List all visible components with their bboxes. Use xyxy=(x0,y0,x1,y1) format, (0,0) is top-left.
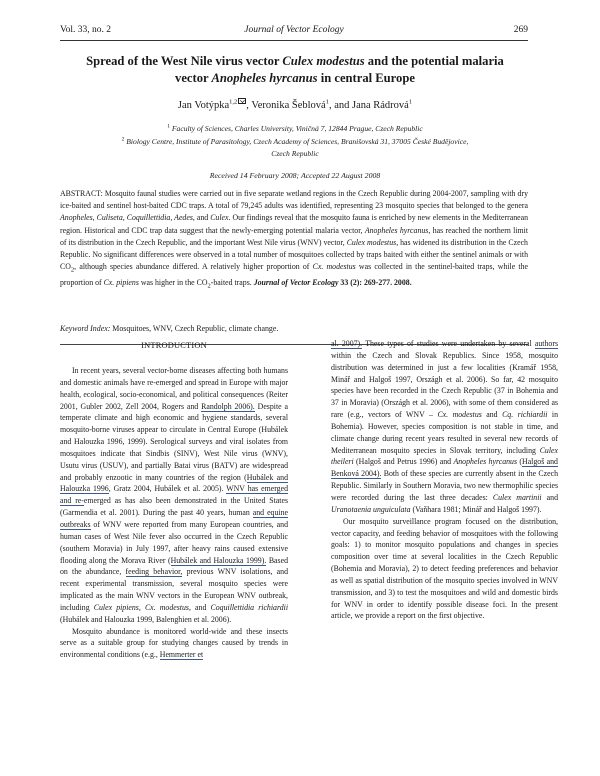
right-column xyxy=(331,338,558,622)
journal-name: Journal of Vector Ecology xyxy=(244,25,344,35)
affiliation-1: $^1$ Faculty of Sciences, Charles University, Viničná 7, 12844 Prague, Czech Republic xyxy=(167,123,423,133)
abstract: ABSTRACT: Mosquito faunal studies were carried out in five separate wetland regions in the Czech Republic during 2004-2007, sampling with dry ice-baited and sentinel host-baited CDC traps. A total of 79,245 adults was identified, representing 23 mosquito species that belonged to the genera Anopheles, Culiseta, Coquillettidia, Aedes, and Culex. Our findings reveal that the mosquito fauna is enriched by new elements in the Mediterranean region. Historical and CDC trap data suggest that the newly-emerging potential malaria vector, Anopheles hyrcanus, has reached the northern limit of its distribution in the Czech Republic, and the important West Nile virus (WNV) vector, Culex modestus, has widened its distribution in the Czech Republic. No significant differences were observed in a total number of mosquitoes collected by traps baited with either the sentinel animals or with $CO_2$, although species abundance differed. A relatively higher proportion of Cx. modestus was collected in the sentinel-baited traps, while the proportion of Cx. pipiens was higher in the $CO_2$-baited traps. Journal of Vector Ecology 33 (2): 269-277. 2008. xyxy=(60,189,529,290)
title-species-anopheles: Anopheles hyrcanus xyxy=(211,70,318,85)
article-title: Spread of the West Nile virus vector Culex modestus and the potential malaria vector Anopheles hyrcanus in central Europe xyxy=(86,54,504,85)
author-seblova: , Veronika Šeblová xyxy=(246,100,326,111)
keyword-label: Keyword Index: xyxy=(60,324,111,333)
annotation-link[interactable]: authors xyxy=(534,339,558,348)
citation: Journal of Vector Ecology 33 (2): 269-277. 2008. xyxy=(253,277,412,287)
affiliation-2-continued: Czech Republic xyxy=(271,149,319,158)
annotation-link[interactable]: and equine outbreaks xyxy=(60,508,288,529)
citation-link[interactable]: al. 2007). xyxy=(331,339,363,348)
received-accepted-dates: Received 14 February 2008; Accepted 22 August 2008 xyxy=(209,171,381,180)
annotation-link[interactable]: WNV has emerged and re- xyxy=(60,484,289,506)
keyword-index: Keyword Index: Mosquitoes, WNV, Czech Republic, climate change. xyxy=(60,324,279,333)
intro-paragraph-2-continued: al. 2007). These types of studies were undertaken by several authors within the Czech and Slovak Republics. Since 1958, mosquito distribution was determined in just a few localities (Kramář 1958, Minář and Halgoš 1997, Országh et al. 2006). So far, 42 mosquito species have been recorded in the Czech Republic (37 in Bohemia and 37 in Moravia) (Országh et al. 2006), with some of them considered as rare (e.g., vectors of WNV – Cx. modestus and Cq. richiardii in Bohemia). However, species composition is not stable in time, and climate change during recent years resulted in several new records of Mediterranean mosquito species in Slovak territory, including Culex theileri (Halgoš and Petrus 1996) and Anopheles hyrcanus (Halgoš and Benková 2004). Both of these species are currently absent in the Czech Republic. Similarly in Southern Moravia, two new thermophilic species were recorded during the last three decades: Culex martinii and Uranotaenia unguiculata (Vaňhara 1981; Minář and Halgoš 1997). xyxy=(331,339,559,514)
intro-paragraph-2: Mosquito abundance is monitored world-wide and these insects serve as a suitable group for studying changes caused by trends in environmental conditions (e.g., Hemmerter et xyxy=(60,626,288,660)
intro-paragraph-1: In recent years, several vector-borne diseases affecting both humans and domestic animals have re-emerged and spread in Europe with major health, ecological, socio-economical, and political consequences (Reiter 2001, Gubler 2002, Zell 2004, Rogers and Randolph 2006). Despite a temperate climate and high economic and hygiene standards, several mosquito-borne viruses appear to circulate in Central Europe (Hubálek and Halouzka 1996, 1999). Serological surveys and viral isolates from mosquitoes indicate that Sindbis (SINV), West Nile virus (WNV), Usutu virus (USUV), and partially Batai virus (BATV) are widespread and probably enzootic in many countries of the region (Hubálek and Halouzka 1996, Gratz 2004, Hubálek et al. 2005). WNV has emerged and re-emerged as has also been demonstrated in the United States (Garmendia et al. 2001). During the past 40 years, human and equine outbreaks of WNV were reported from many European countries, and human cases of West Nile fever also occurred in the Czech Republic (southern Moravia) in July 1997, after heavy rains caused extensive flooding along the Morava River (Hubálek and Halouzka 1999). Based on the abundance, feeding behavior, previous WNV isolations, and recent experimental transmission, several mosquito species were implicated as the main WNV vectors in the European WNV outbreak, including Culex pipiens, Cx. modestus, and Coquillettidia richiardii (Hubálek and Halouzka 1999, Balenghien et al. 2006). xyxy=(60,366,289,624)
citation-link[interactable]: Hubálek and Halouzka 1996 xyxy=(60,472,288,494)
affiliation-2: $^2$ Biology Centre, Institute of Parasitology, Czech Academy of Sciences, Branišovská 31, 37005 České Budějovice, xyxy=(121,135,469,146)
title-species-culex: Culex modestus xyxy=(282,54,365,68)
citation-link[interactable]: Randolph 2006). xyxy=(201,401,255,411)
running-header xyxy=(60,23,528,37)
annotation-link[interactable]: feeding behavior, xyxy=(125,567,183,577)
header-divider xyxy=(60,40,528,41)
email-envelope-icon[interactable] xyxy=(238,98,246,104)
left-column xyxy=(60,340,288,661)
citation-link[interactable]: Hubálek and Halouzka 1999). xyxy=(170,555,267,565)
author-radrova: , and Jana Rádrová xyxy=(328,100,409,111)
intro-paragraph-3: Our mosquito surveillance program focused on the distribution, vector capacity, and feeding behavior of mosquitoes with the following goals: 1) to monitor mosquito populations and changes in species composition over time at several localities in the Czech Republic (Bohemia and Moravia), 2) to detect feeding preferences and behavior as well as spatial distribution of the mosquito species involved in WNV transmission, and 3) to test the mosquitoes and wild and domestic birds for WNV in order to identify possible disease foci. In the present article, we provide a report on the first objective. xyxy=(331,516,558,621)
page-number: 269 xyxy=(513,25,528,35)
citation-link[interactable]: Hemmerter et xyxy=(159,650,204,660)
volume-label: Vol. 33, no. 2 xyxy=(60,25,112,35)
citation-link[interactable]: Halgoš and Benková 2004). xyxy=(331,457,558,479)
affiliations xyxy=(80,123,510,161)
author-list: Jan Votýpka$^{1,2}$ , Veronika Šeblová$^1$, and Jana Rádrová$^1$ xyxy=(177,98,413,111)
author-votypka: Jan Votýpka xyxy=(177,100,230,111)
introduction-heading: INTRODUCTION xyxy=(141,341,207,350)
